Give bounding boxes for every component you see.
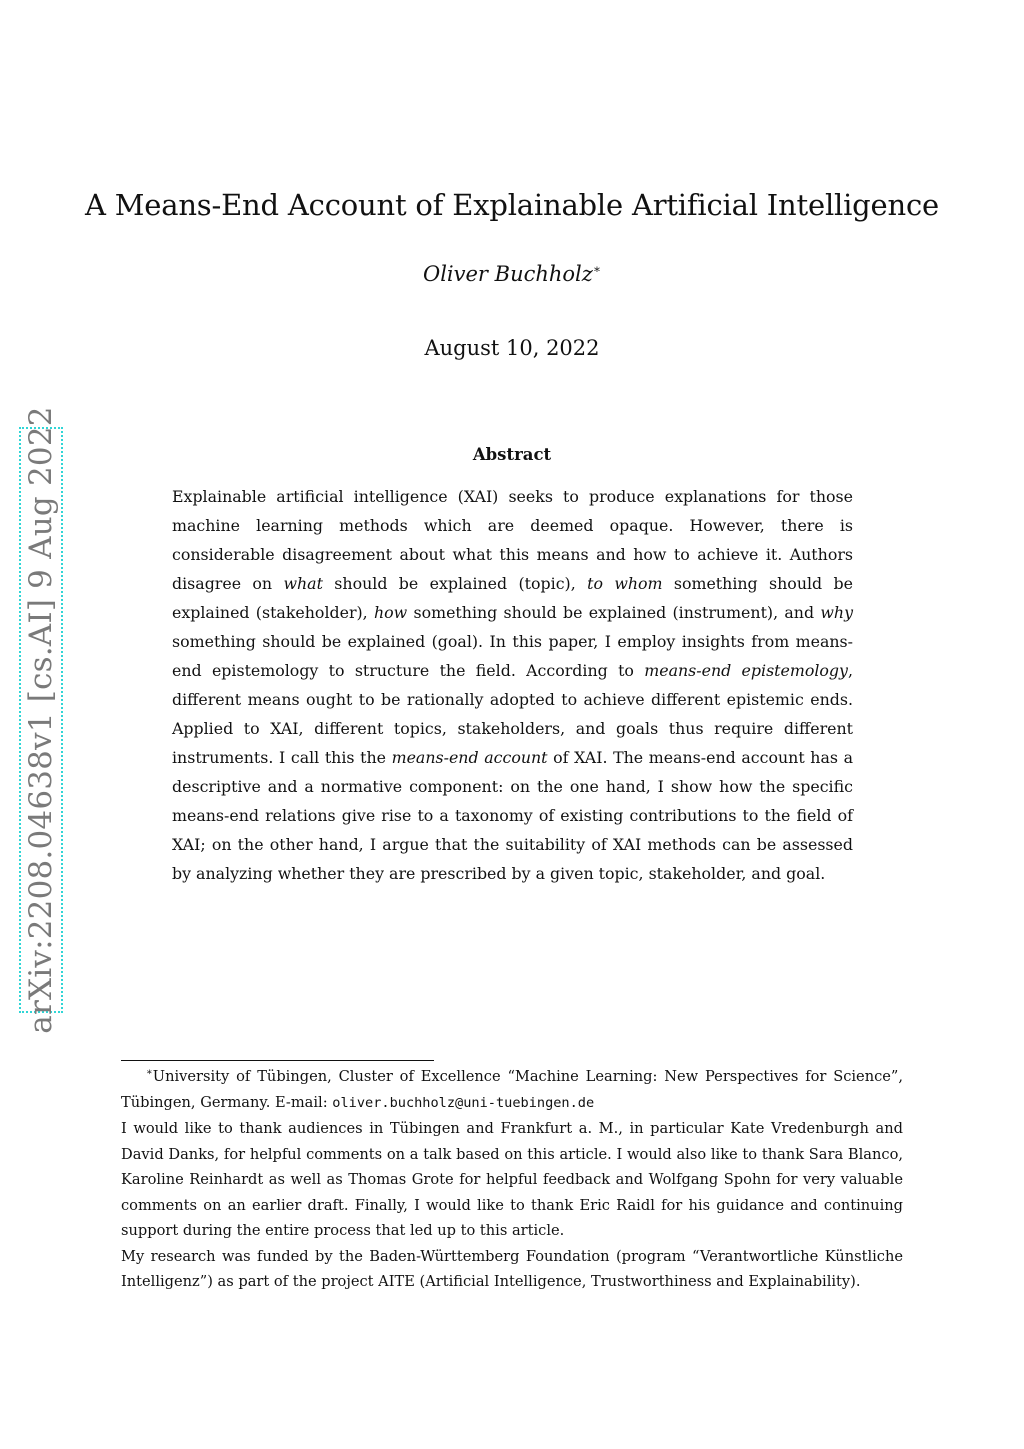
footnote-funding: My research was funded by the Baden-Württemberg Foundation (program “Verantwortliche Künstliche Intelligenz”) as part of the project AITE (Artificial Intelligence, Trustworthiness and Explainability). (121, 1247, 903, 1290)
abstract-text: something should be explained (goal). In this paper, I employ insights from means-end epistemology to structure the field. According to (172, 632, 853, 680)
abstract-emphasis: means-end epistemology (644, 661, 848, 680)
abstract-heading: Abstract (472, 445, 552, 464)
footnotes (121, 1064, 903, 1295)
author-footnote-marker[interactable]: ∗ (592, 262, 601, 276)
abstract-text: something should be explained (stakeholder), (172, 574, 853, 622)
footnote-marker: ∗ (146, 1067, 153, 1079)
paper-title: A Means-End Account of Explainable Artificial Intelligence (85, 188, 939, 222)
footnote-acknowledgments: I would like to thank audiences in Tübingen and Frankfurt a. M., in particular Kate Vredenburgh and David Danks, for helpful comments on a talk based on this article. I would also like to thank Sara Blanco, Karoline Reinhardt as well as Thomas Grote for helpful feedback and Wolfgang Spohn for very valuable comments on an earlier draft. Finally, I would like to thank Eric Raidl for his guidance and continuing support during the entire process that led up to this article. (121, 1120, 903, 1239)
abstract-text: should be explained (topic), (322, 574, 588, 593)
abstract-text: of XAI. The means-end account has a descriptive and a normative component: on the one hand, I show how the specific means-end relations give rise to a taxonomy of existing contributions to the field of XAI; on the other hand, I argue that the suitability of XAI methods can be assessed by analyzing whether they are prescribed by a given topic, stakeholder, and goal. (172, 748, 853, 883)
arxiv-identifier[interactable]: arXiv:2208.04638v1 [cs.AI] 9 Aug 2022 (23, 406, 59, 1034)
abstract-emphasis: to whom (587, 574, 663, 593)
abstract-emphasis: how (373, 603, 408, 622)
abstract-text: Explainable artificial intelligence (XAI) seeks to produce explanations for those machine learning methods which are deemed opaque. However, there is considerable disagreement about what this means and how to achieve it. Authors disagree on (172, 487, 853, 593)
email-link[interactable]: oliver.buchholz@uni-tuebingen.de (332, 1094, 595, 1111)
author-name (0, 262, 1024, 286)
abstract-text: something should be explained (instrument), and (407, 603, 821, 622)
abstract-emphasis: what (283, 574, 323, 593)
abstract-emphasis: means-end account (391, 748, 548, 767)
abstract-body (172, 482, 853, 888)
abstract-emphasis: why (820, 603, 853, 622)
footnote-affiliation (121, 1064, 903, 1116)
author-name-text: Oliver Buchholz (422, 262, 593, 286)
abstract-text: , different means ought to be rationally adopted to achieve different epistemic ends. Applied to XAI, different topics, stakeholders, and goals thus require different instruments. I call this the (172, 661, 853, 767)
publication-date: August 10, 2022 (424, 336, 600, 360)
affiliation-text: University of Tübingen, Cluster of Excellence “Machine Learning: New Perspectives for Science”, Tübingen, Germany. E-mail: (121, 1068, 903, 1111)
footnote-divider (121, 1060, 434, 1061)
